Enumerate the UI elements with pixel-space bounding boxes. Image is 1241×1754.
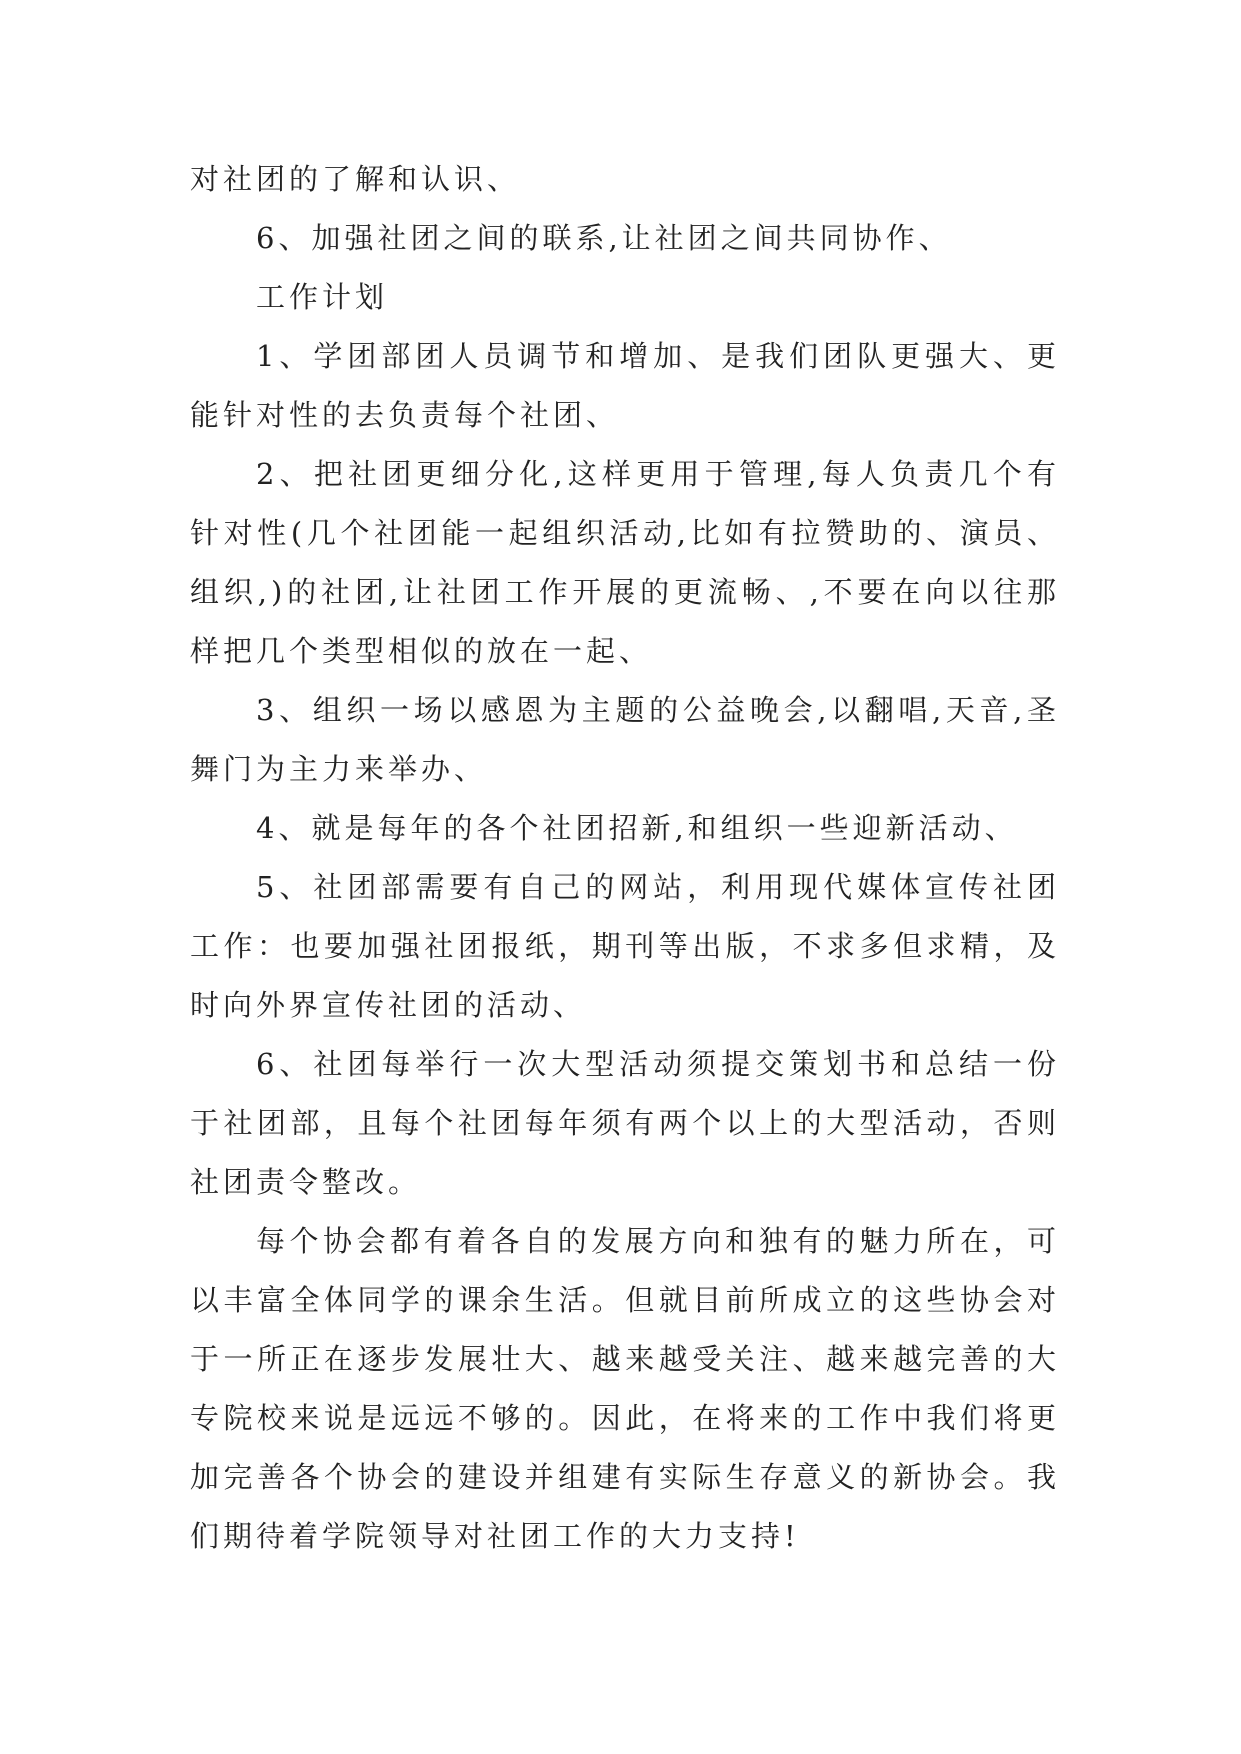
paragraph-plan-3: 3、组织一场以感恩为主题的公益晚会,以翻唱,天音,圣舞门为主力来举办、 [190, 693, 1060, 786]
paragraph-1: 对社团的了解和认识、 [190, 162, 521, 196]
document-page [190, 150, 1060, 1566]
paragraph-plan-2: 2、把社团更细分化,这样更用于管理,每人负责几个有针对性(几个社团能一起组织活动,比如有拉赞助的、演员、组织,)的社团,让社团工作开展的更流畅、,不要在向以往那样把几个类型相似的放在一起、 [190, 457, 1060, 668]
section-heading-work-plan: 工作计划 [256, 280, 389, 314]
paragraph-conclusion: 每个协会都有着各自的发展方向和独有的魅力所在，可以丰富全体同学的课余生活。但就目前所成立的这些协会对于一所正在逐步发展壮大、越来越受关注、越来越完善的大专院校来说是远远不够的。因此，在将来的工作中我们将更加完善各个协会的建设并组建有实际生存意义的新协会。我们期待着学院领导对社团工作的大力支持! [190, 1224, 1060, 1553]
paragraph-plan-5: 5、社团部需要有自己的网站，利用现代媒体宣传社团工作：也要加强社团报纸，期刊等出版，不求多但求精，及时向外界宣传社团的活动、 [190, 870, 1060, 1022]
paragraph-2: 6、加强社团之间的联系,让社团之间共同协作、 [256, 221, 952, 255]
paragraph-plan-4: 4、就是每年的各个社团招新,和组织一些迎新活动、 [256, 811, 1018, 845]
paragraph-plan-6: 6、社团每举行一次大型活动须提交策划书和总结一份于社团部，且每个社团每年须有两个以上的大型活动，否则社团责令整改。 [190, 1047, 1060, 1199]
paragraph-plan-1: 1、学团部团人员调节和增加、是我们团队更强大、更能针对性的去负责每个社团、 [190, 339, 1060, 432]
